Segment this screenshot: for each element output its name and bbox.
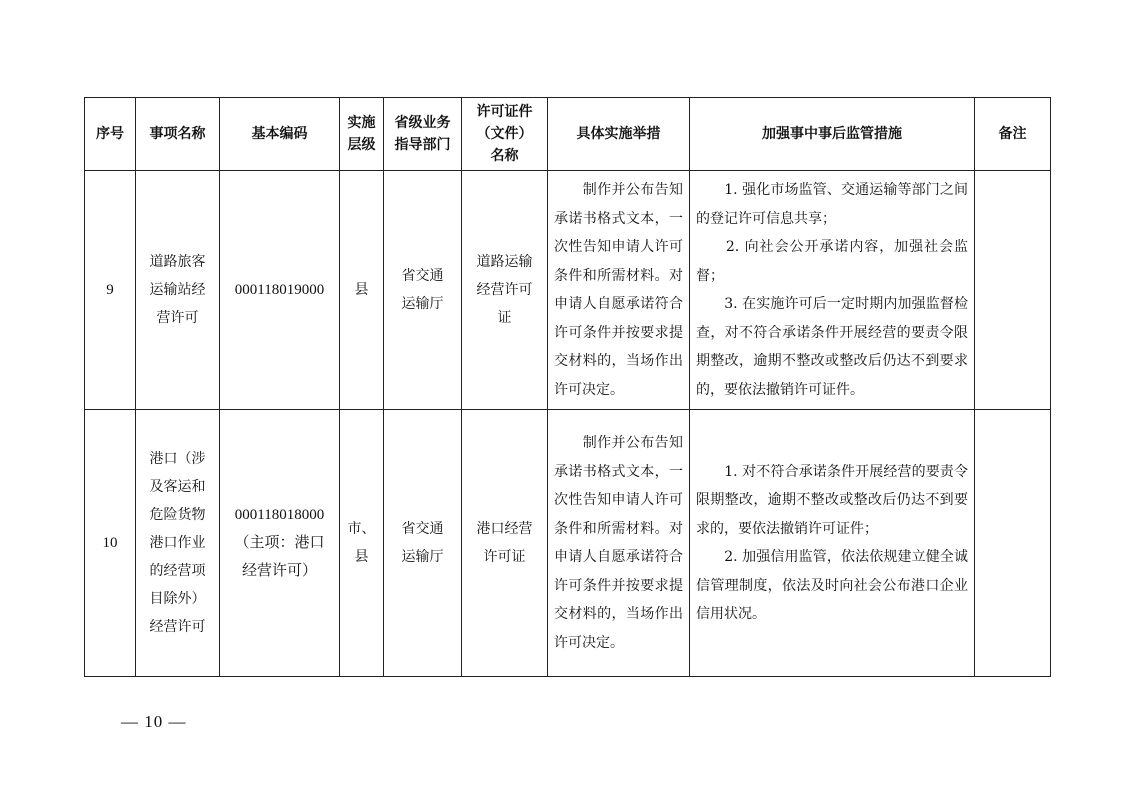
cell-measures: 制作并公布告知承诺书格式文本，一次性告知申请人许可条件和所需材料。对申请人自愿承诺符合许可条件并按要求提交材料的，当场作出许可决定。: [548, 171, 690, 410]
table-row: [85, 171, 1051, 410]
cell-license: 道路运输 经营许可 证: [462, 171, 548, 410]
supervision-item: 1. 对不符合承诺条件开展经营的要责令限期整改，逾期不整改或整改后仍达不到要求的，要依法撤销许可证件；: [696, 463, 968, 537]
table-row: [85, 410, 1051, 677]
supervision-item: 2. 加强信用监管，依法依规建立健全诚信管理制度，依法及时向社会公布港口企业信用状况。: [696, 549, 968, 622]
header-name: 事项名称: [136, 98, 220, 171]
cell-name: 道路旅客 运输站经 营许可: [136, 171, 220, 410]
header-row: [85, 98, 1051, 171]
cell-level: 县: [340, 171, 384, 410]
header-license: 许可证件 （文件） 名称: [462, 98, 548, 171]
cell-code: 000118018000 （主项：港口 经营许可）: [220, 410, 340, 677]
header-seq: 序号: [85, 98, 136, 171]
cell-name: 港口（涉 及客运和 危险货物 港口作业 的经营项 目除外） 经营许可: [136, 410, 220, 677]
page-number: — 10 —: [121, 712, 187, 731]
cell-dept: 省交通 运输厅: [384, 171, 462, 410]
cell-dept: 省交通 运输厅: [384, 410, 462, 677]
supervision-item: 1. 强化市场监管、交通运输等部门之间的登记许可信息共享；: [696, 182, 968, 227]
cell-seq: 9: [85, 171, 136, 410]
cell-code: 000118019000: [220, 171, 340, 410]
cell-license: 港口经营 许可证: [462, 410, 548, 677]
cell-supervision: [690, 410, 975, 677]
header-supervision: 加强事中事后监管措施: [690, 98, 975, 171]
header-notes: 备注: [975, 98, 1051, 171]
cell-measures: 制作并公布告知承诺书格式文本，一次性告知申请人许可条件和所需材料。对申请人自愿承诺符合许可条件并按要求提交材料的，当场作出许可决定。: [548, 410, 690, 677]
supervision-item: 3. 在实施许可后一定时期内加强监督检查，对不符合承诺条件开展经营的要责令限期整改，逾期不整改或整改后仍达不到要求的，要依法撤销许可证件。: [696, 296, 968, 398]
cell-notes: [975, 171, 1051, 410]
header-level: 实施 层级: [340, 98, 384, 171]
cell-notes: [975, 410, 1051, 677]
cell-seq: 10: [85, 410, 136, 677]
cell-supervision: [690, 171, 975, 410]
permit-table: [84, 97, 1051, 677]
header-code: 基本编码: [220, 98, 340, 171]
cell-level: 市、 县: [340, 410, 384, 677]
header-dept: 省级业务 指导部门: [384, 98, 462, 171]
header-measures: 具体实施举措: [548, 98, 690, 171]
supervision-item: 2. 向社会公开承诺内容，加强社会监督；: [696, 239, 968, 284]
